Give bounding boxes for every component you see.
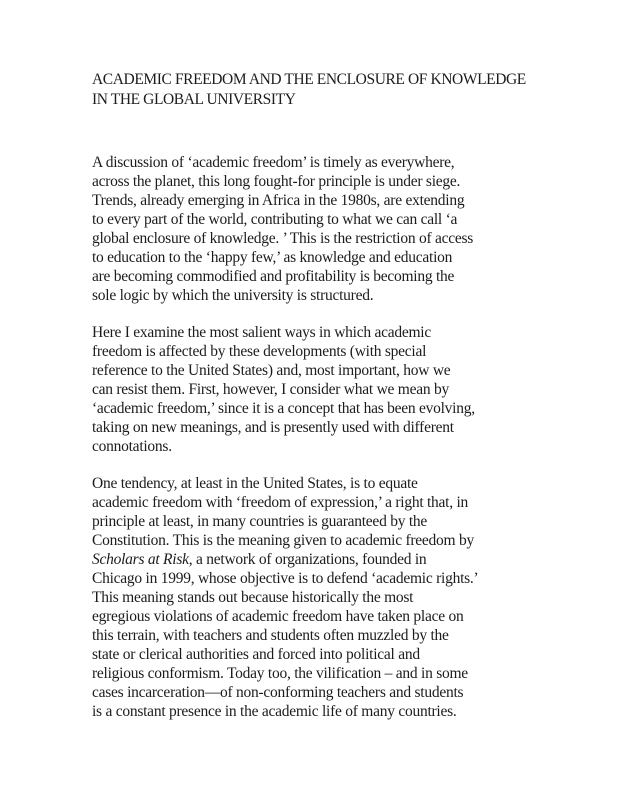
paragraph [92,153,618,305]
text-line: this terrain, with teachers and students often muzzled by the [92,627,449,644]
text-line: ‘academic freedom,’ since it is a concept that has been evolving, [92,400,475,417]
text-line: A discussion of ‘academic freedom’ is timely as everywhere, [92,154,455,171]
text-line: One tendency, at least in the United States, is to equate [92,475,418,492]
text-line: Constitution. This is the meaning given to academic freedom by [92,532,474,549]
text-line: academic freedom with ‘freedom of expression,’ a right that, in [92,494,469,511]
text-line: This meaning stands out because historically the most [92,589,414,606]
text-line: Trends, already emerging in Africa in the 1980s, are extending [92,192,465,209]
text-line: to every part of the world, contributing to what we can call ‘a [92,211,458,228]
text-line: egregious violations of academic freedom have taken place on [92,608,464,625]
text-line: reference to the United States) and, most important, how we [92,362,451,379]
title-line: IN THE GLOBAL UNIVERSITY [92,91,296,108]
text-line: connotations. [92,438,172,455]
text-segment: , a network of organizations, founded in [188,551,427,568]
text-line: to education to the ‘happy few,’ as knowledge and education [92,249,453,266]
text-line: across the planet, this long fought-for principle is under siege. [92,173,461,190]
text-line: cases incarceration—of non-conforming teachers and students [92,684,464,701]
text-line: is a constant presence in the academic life of many countries. [92,703,457,720]
text-line: sole logic by which the university is structured. [92,287,374,304]
title-line: ACADEMIC FREEDOM AND THE ENCLOSURE OF KNOWLEDGE [92,71,526,88]
text-line: religious conformism. Today too, the vilification – and in some [92,665,468,682]
paragraph [92,474,618,721]
text-line: taking on new meanings, and is presently used with different [92,419,454,436]
italic-text: Scholars at Risk [92,551,189,568]
text-line: Here I examine the most salient ways in which academic [92,324,431,341]
text-line: state or clerical authorities and forced into political and [92,646,420,663]
document-body [92,153,618,721]
document-title [92,70,618,110]
text-line: principle at least, in many countries is guaranteed by the [92,513,427,530]
text-line: freedom is affected by these developments (with special [92,343,427,360]
text-line: are becoming commodified and profitability is becoming the [92,268,455,285]
text-line: Chicago in 1999, whose objective is to defend ‘academic rights.’ [92,570,479,587]
paragraph [92,323,618,456]
text-line: global enclosure of knowledge. ’ This is the restriction of access [92,230,474,247]
text-line: can resist them. First, however, I consider what we mean by [92,381,449,398]
text-line [92,550,618,569]
